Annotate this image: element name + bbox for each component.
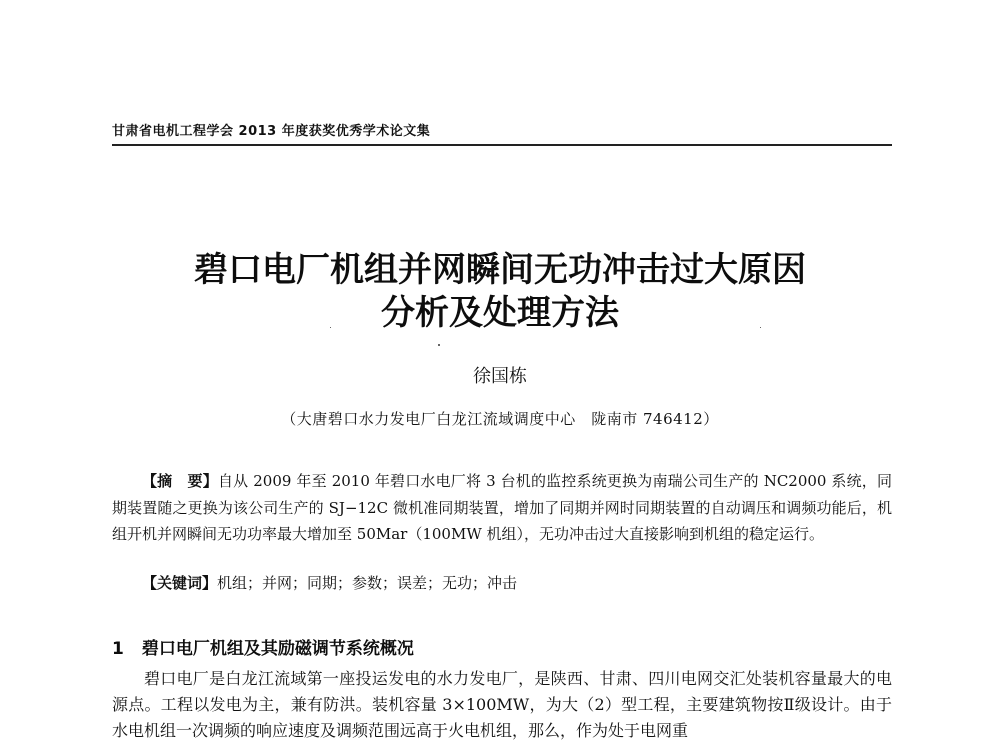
paper-title-line-2: 分析及处理方法 [381, 293, 619, 333]
section-title: 碧口电厂机组及其励磁调节系统概况 [141, 639, 414, 659]
abstract-text: 自从 2009 年至 2010 年碧口水电厂将 3 台机的监控系统更换为南瑞公司生产的 NC2000 系统，同期装置随之更换为该公司生产的 SJ−12C 微机准同期装置，增加了同期并网时同期装置的自动调压和调频功能后，机组开机并网瞬间无功功率最大增加至 50Mar（100MW 机组），无功冲击过大直接影响到机组的稳定运行。 [112, 472, 892, 543]
author-affiliation: （大唐碧口水力发电厂白龙江流域调度中心 陇南市 746412） [281, 410, 719, 428]
scan-speck [760, 327, 761, 328]
author-name: 徐国栋 [473, 366, 527, 387]
running-header: 甘肃省电机工程学会 2013 年度获奖优秀学术论文集 [112, 124, 431, 139]
body-paragraph: 碧口电厂是白龙江流域第一座投运发电的水力发电厂，是陕西、甘肃、四川电网交汇处装机容量最大的电源点。工程以发电为主，兼有防洪。装机容量 3×100MW，为大（2）型工程，主要建筑物按Ⅱ级设计。由于水电机组一次调频的响应速度及调频范围远高于火电机组，那么，作为处于电网重 [112, 669, 892, 740]
scan-speck [438, 344, 440, 346]
section-number: 1 [112, 639, 124, 659]
paper-title-line-1: 碧口电厂机组并网瞬间无功冲击过大原因 [194, 250, 806, 290]
keywords-text: 机组；并网；同期；参数；误差；无功；冲击 [217, 574, 518, 592]
section-heading-1 [112, 634, 414, 659]
abstract [112, 468, 892, 548]
abstract-label: 【摘 要】 [142, 472, 218, 490]
header-rule [112, 144, 892, 146]
keywords [142, 572, 517, 593]
keywords-label: 【关键词】 [142, 574, 218, 592]
scan-speck [330, 327, 331, 328]
body-text [112, 666, 892, 744]
abstract-paragraph [112, 468, 892, 548]
